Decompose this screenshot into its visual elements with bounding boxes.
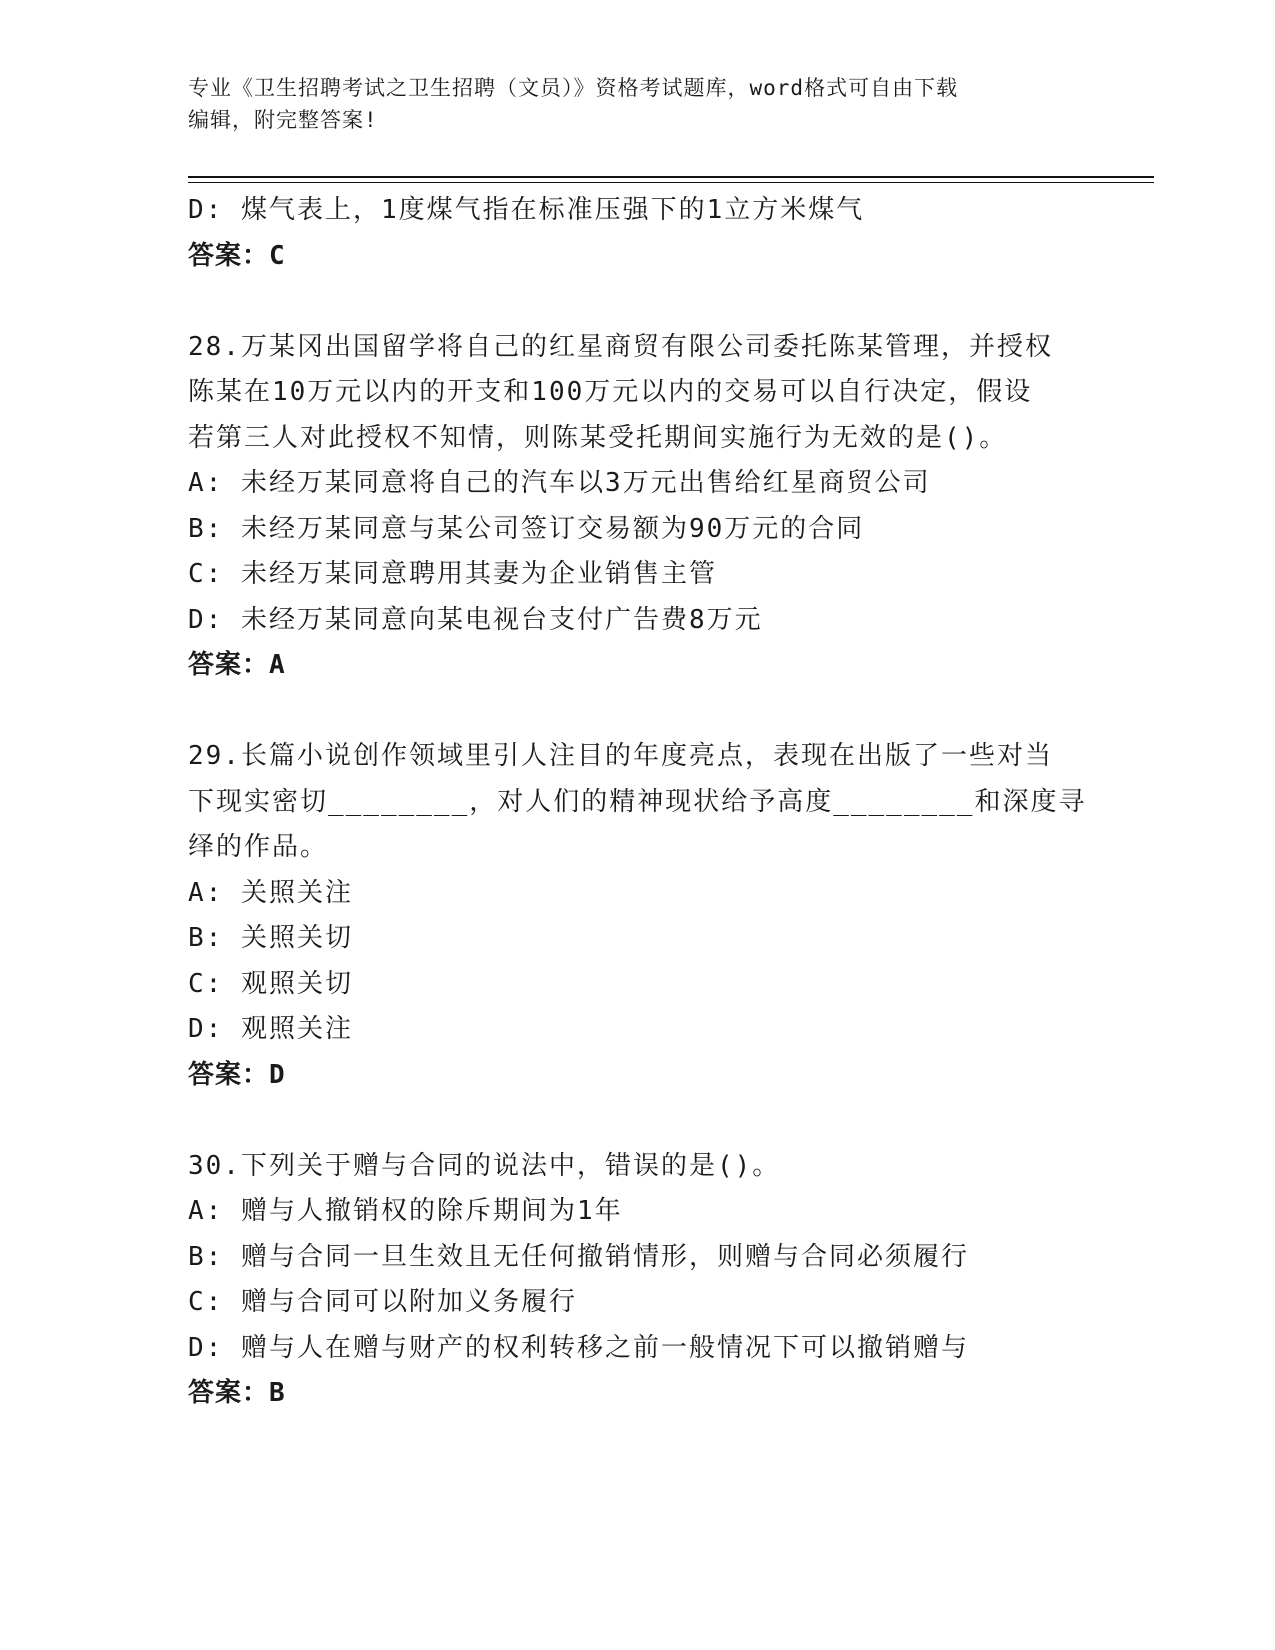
q27-answer: 答案：C [188, 240, 286, 271]
document-header [188, 72, 1088, 136]
q28-stem-line-2: 陈某在10万元以内的开支和100万元以内的交易可以自行决定，假设 [188, 377, 1033, 407]
q28-stem-line-1: 28.万某冈出国留学将自己的红星商贸有限公司委托陈某管理，并授权 [188, 331, 1053, 362]
q30-option-a: A: 赠与人撤销权的除斥期间为1年 [188, 1196, 623, 1226]
header-line-1: 专业《卫生招聘考试之卫生招聘（文员）》资格考试题库，word格式可自由下载 [188, 76, 959, 100]
question-30 [188, 1144, 1088, 1417]
q29-stem-line-2: 下现实密切________，对人们的精神现状给予高度________和深度寻 [188, 786, 1087, 817]
question-content [188, 188, 1088, 1417]
q30-answer: 答案：B [188, 1378, 286, 1408]
question-29 [188, 734, 1088, 1098]
q29-answer: 答案：D [188, 1059, 286, 1090]
spacer [188, 689, 1088, 735]
q28-stem-line-3: 若第三人对此授权不知情，则陈某受托期间实施行为无效的是()。 [188, 422, 1008, 453]
q28-answer: 答案：A [188, 650, 286, 680]
question-28 [188, 325, 1088, 689]
spacer [188, 279, 1088, 325]
q29-stem-line-1: 29.长篇小说创作领域里引人注目的年度亮点，表现在出版了一些对当 [188, 741, 1053, 771]
q27-option-d: D: 煤气表上，1度煤气指在标准压强下的1立方米煤气 [188, 195, 865, 225]
q28-option-d: D: 未经万某同意向某电视台支付广告费8万元 [188, 604, 763, 635]
q28-option-b: B: 未经万某同意与某公司签订交易额为90万元的合同 [188, 513, 865, 544]
spacer [188, 1098, 1088, 1144]
q30-stem-line-1: 30.下列关于赠与合同的说法中，错误的是()。 [188, 1150, 781, 1181]
q30-option-c: C: 赠与合同可以附加义务履行 [188, 1287, 577, 1317]
header-divider-thick [188, 176, 1154, 178]
q30-option-d: D: 赠与人在赠与财产的权利转移之前一般情况下可以撤销赠与 [188, 1332, 969, 1363]
q29-stem-line-3: 绎的作品。 [188, 832, 329, 862]
q28-option-c: C: 未经万某同意聘用其妻为企业销售主管 [188, 559, 717, 589]
q30-option-b: B: 赠与合同一旦生效且无任何撤销情形，则赠与合同必须履行 [188, 1241, 969, 1272]
header-divider-thin [188, 182, 1154, 183]
q29-option-a: A: 关照关注 [188, 877, 353, 908]
q29-option-b: B: 关照关切 [188, 923, 353, 953]
q29-option-d: D: 观照关注 [188, 1014, 353, 1044]
header-line-2: 编辑，附完整答案! [188, 108, 378, 132]
q28-option-a: A: 未经万某同意将自己的汽车以3万元出售给红星商贸公司 [188, 468, 931, 498]
q29-option-c: C: 观照关切 [188, 968, 353, 999]
